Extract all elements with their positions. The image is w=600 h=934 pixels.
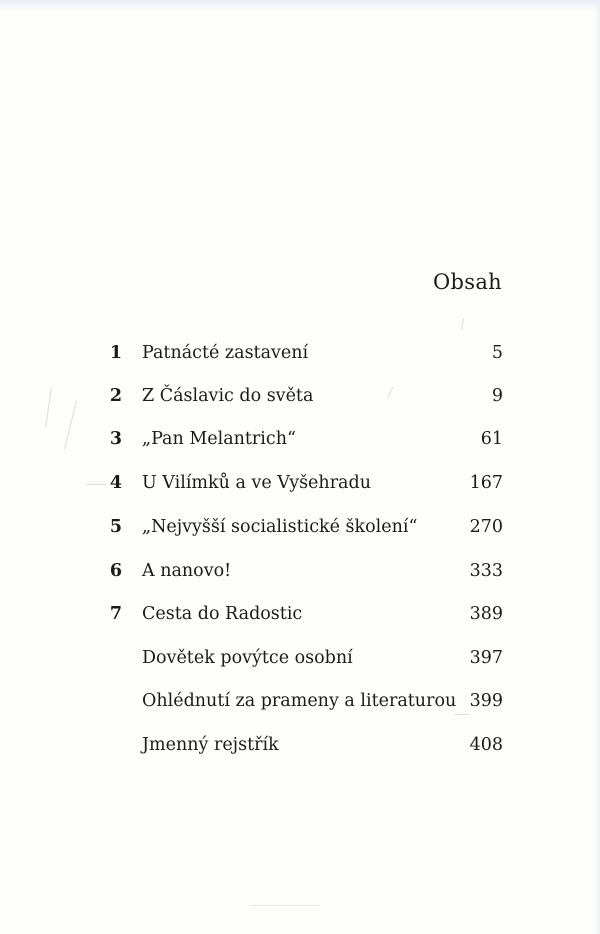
toc-entry <box>0 556 600 586</box>
scan-edge-right <box>595 0 600 934</box>
scan-artifact <box>461 318 464 330</box>
toc-page-number: 9 <box>491 386 503 406</box>
toc-page-number: 61 <box>480 429 503 449</box>
toc-chapter-title: Dovětek povýtce osobní <box>142 648 353 668</box>
toc-page-number: 333 <box>469 561 503 581</box>
toc-chapter-number: 5 <box>109 517 123 537</box>
toc-chapter-title: A nanovo! <box>142 561 232 581</box>
toc-entry <box>0 599 600 629</box>
toc-chapter-number: 6 <box>109 561 123 581</box>
toc-chapter-number: 7 <box>109 604 123 624</box>
toc-entry <box>0 643 600 673</box>
scan-edge-top <box>0 0 600 10</box>
toc-entry <box>0 512 600 542</box>
toc-chapter-number: 3 <box>109 429 123 449</box>
toc-entry <box>0 686 600 716</box>
toc-chapter-title: „Pan Melantrich“ <box>142 429 296 449</box>
toc-chapter-title: Z Čáslavic do světa <box>142 386 314 406</box>
toc-entry <box>0 424 600 454</box>
toc-page-number: 270 <box>469 517 503 537</box>
toc-entry <box>0 381 600 411</box>
page-title: Obsah <box>433 270 502 294</box>
toc-page-number: 408 <box>469 735 503 755</box>
toc-page-number: 397 <box>469 648 503 668</box>
toc-chapter-title: Patnácté zastavení <box>142 343 309 363</box>
toc-page-number: 389 <box>469 604 503 624</box>
toc-entry <box>0 338 600 368</box>
toc-chapter-number: 2 <box>109 386 123 406</box>
toc-chapter-title: Ohlédnutí za prameny a literaturou <box>142 691 457 711</box>
toc-chapter-title: Jmenný rejstřík <box>142 735 279 755</box>
toc-chapter-title: Cesta do Radostic <box>142 604 303 624</box>
toc-chapter-title: U Vilímků a ve Vyšehradu <box>142 473 371 493</box>
toc-page-number: 399 <box>469 691 503 711</box>
toc-chapter-number: 4 <box>109 473 123 493</box>
toc-chapter-title: „Nejvyšší socialistické školení“ <box>142 517 418 537</box>
toc-entry <box>0 730 600 760</box>
toc-entry <box>0 468 600 498</box>
scan-artifact <box>250 905 320 906</box>
toc-chapter-number: 1 <box>109 343 123 363</box>
toc-page-number: 5 <box>491 343 503 363</box>
toc-page-number: 167 <box>469 473 503 493</box>
